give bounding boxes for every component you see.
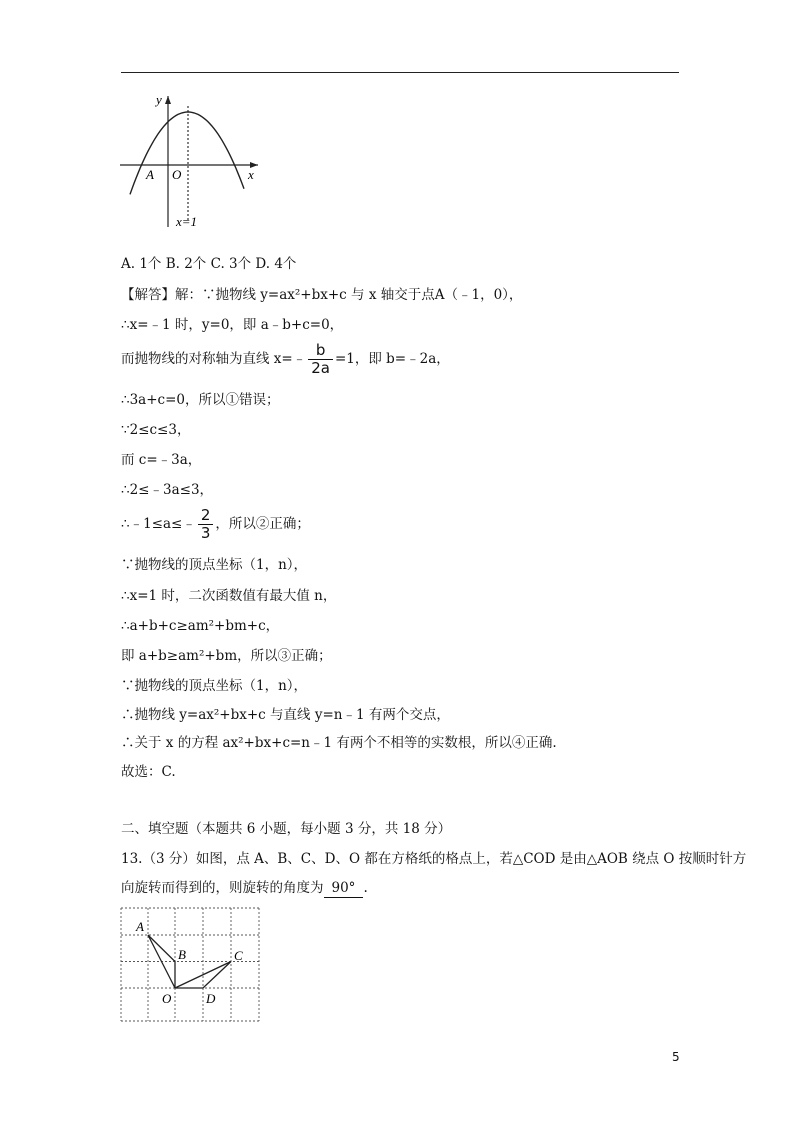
fraction-denominator: 3	[200, 524, 211, 542]
point-d-label: D	[206, 991, 216, 1006]
point-a-label: A	[146, 167, 154, 182]
solution-line-1: 【解答】解：∵抛物线 y=ax²+bx+c 与 x 轴交于点A（﹣1，0），	[121, 287, 523, 303]
question-13-line-2	[121, 879, 368, 898]
text-segment: =1，即 b=﹣2a，	[334, 351, 450, 367]
point-c-label: C	[234, 948, 243, 963]
solution-line-8	[121, 506, 310, 542]
point-b-label: B	[178, 947, 186, 962]
solution-line-2: ∴x=﹣1 时，y=0，即 a﹣b+c=0，	[121, 317, 344, 333]
solution-line-12: 即 a+b≥am²+bm，所以③正确；	[121, 648, 332, 664]
solution-line-10: ∴x=1 时，二次函数值有最大值 n，	[121, 588, 337, 604]
section-heading: 二、填空题（本题共 6 小题，每小题 3 分，共 18 分）	[121, 821, 452, 837]
y-axis-label: y	[156, 92, 162, 107]
solution-line-6: 而 c=﹣3a，	[121, 452, 202, 468]
solution-line-3	[121, 341, 450, 377]
x-axis-label: x	[248, 167, 254, 182]
solution-line-5: ∵2≤c≤3，	[121, 422, 191, 438]
fraction	[308, 342, 333, 377]
symmetry-axis-label: x=1	[176, 214, 198, 229]
solution-line-14: ∴抛物线 y=ax²+bx+c 与直线 y=n﹣1 有两个交点，	[121, 707, 450, 723]
solution-line-9: ∵抛物线的顶点坐标（1，n），	[121, 557, 308, 573]
fraction-numerator: 2	[198, 507, 214, 525]
grid-figure	[118, 904, 268, 1026]
header-rule	[121, 72, 679, 73]
answer-options: A. 1个 B. 2个 C. 3个 D. 4个	[121, 256, 297, 272]
solution-line-16: 故选：C.	[121, 764, 176, 780]
solution-line-15: ∴关于 x 的方程 ax²+bx+c=n﹣1 有两个不相等的实数根，所以④正确.	[121, 735, 557, 751]
text-segment: .	[363, 880, 368, 896]
page-number: 5	[672, 1050, 680, 1064]
solution-line-4: ∴3a+c=0，所以①错误；	[121, 392, 280, 408]
fraction-denominator: 2a	[311, 359, 330, 377]
solution-line-11: ∴a+b+c≥am²+bm+c，	[121, 618, 280, 634]
text-segment: ∴﹣1≤a≤﹣	[121, 516, 196, 532]
answer-blank: 90°	[324, 879, 364, 898]
question-13-line-1: 13.（3 分）如图，点 A、B、C、D、O 都在方格纸的格点上，若△COD 是由△AOB 绕点 O 按顺时针方	[121, 851, 747, 867]
solution-line-13: ∵抛物线的顶点坐标（1，n），	[121, 678, 308, 694]
solution-line-7: ∴2≤﹣3a≤3，	[121, 482, 214, 498]
fraction	[198, 507, 214, 542]
text-segment: ，所以②正确；	[215, 516, 310, 532]
origin-label: O	[172, 167, 182, 182]
parabola-figure	[118, 92, 268, 232]
text-segment: 向旋转而得到的，则旋转的角度为	[121, 880, 324, 896]
fraction-numerator: b	[308, 342, 333, 360]
point-o-label: O	[162, 991, 172, 1006]
point-a-label: A	[136, 919, 144, 934]
text-segment: 而抛物线的对称轴为直线 x=﹣	[121, 351, 307, 367]
